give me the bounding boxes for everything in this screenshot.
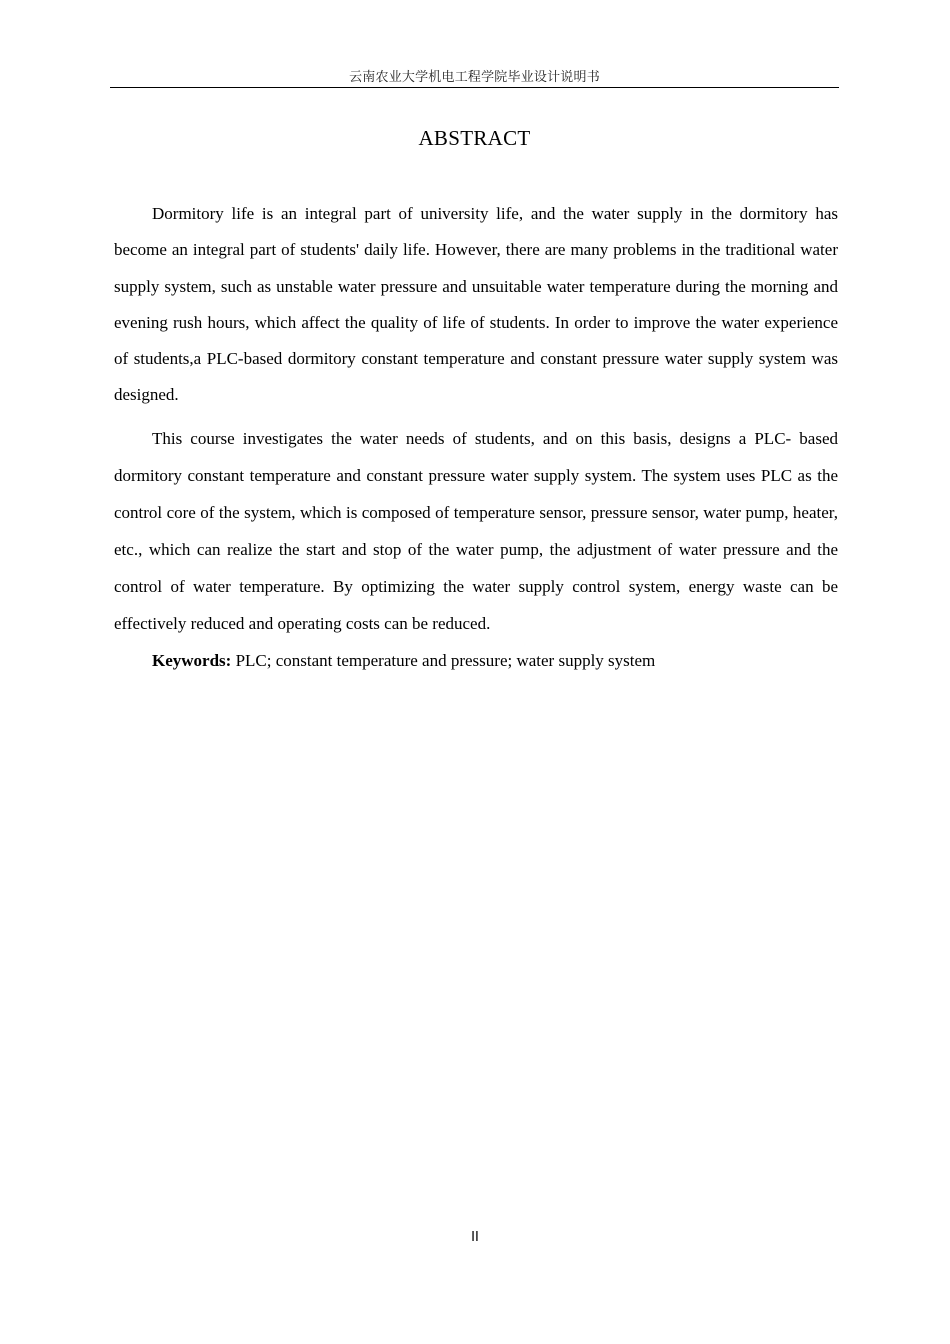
abstract-body [114,196,838,679]
abstract-paragraph-1: Dormitory life is an integral part of university life, and the water supply in the dormitory has become an integral part of students' daily life. However, there are many problems in the traditional water supply system, such as unstable water pressure and unsuitable water temperature during the morning and evening rush hours, which affect the quality of life of students. In order to improve the water experience of students,a PLC-based dormitory constant temperature and constant pressure water supply system was designed. [114,204,838,405]
running-header: 云南农业大学机电工程学院毕业设计说明书 [349,70,600,85]
abstract-paragraph-2: This course investigates the water needs of students, and on this basis, designs a PLC- based dormitory constant temperature and constant pressure water supply system. The system uses PLC as the control core of the system, which is composed of temperature sensor, pressure sensor, water pump, heater, etc., which can realize the start and stop of the water pump, the adjustment of water pressure and the control of water temperature. By optimizing the water supply control system, energy waste can be effectively reduced and operating costs can be reduced. [114,428,838,633]
keywords-text: PLC; constant temperature and pressure; water supply system [231,650,656,670]
abstract-title: ABSTRACT [418,126,531,150]
header-divider [110,87,839,88]
page-number: II [471,1230,479,1245]
keywords-label: Keywords: [152,650,232,670]
keywords-line [114,642,838,679]
